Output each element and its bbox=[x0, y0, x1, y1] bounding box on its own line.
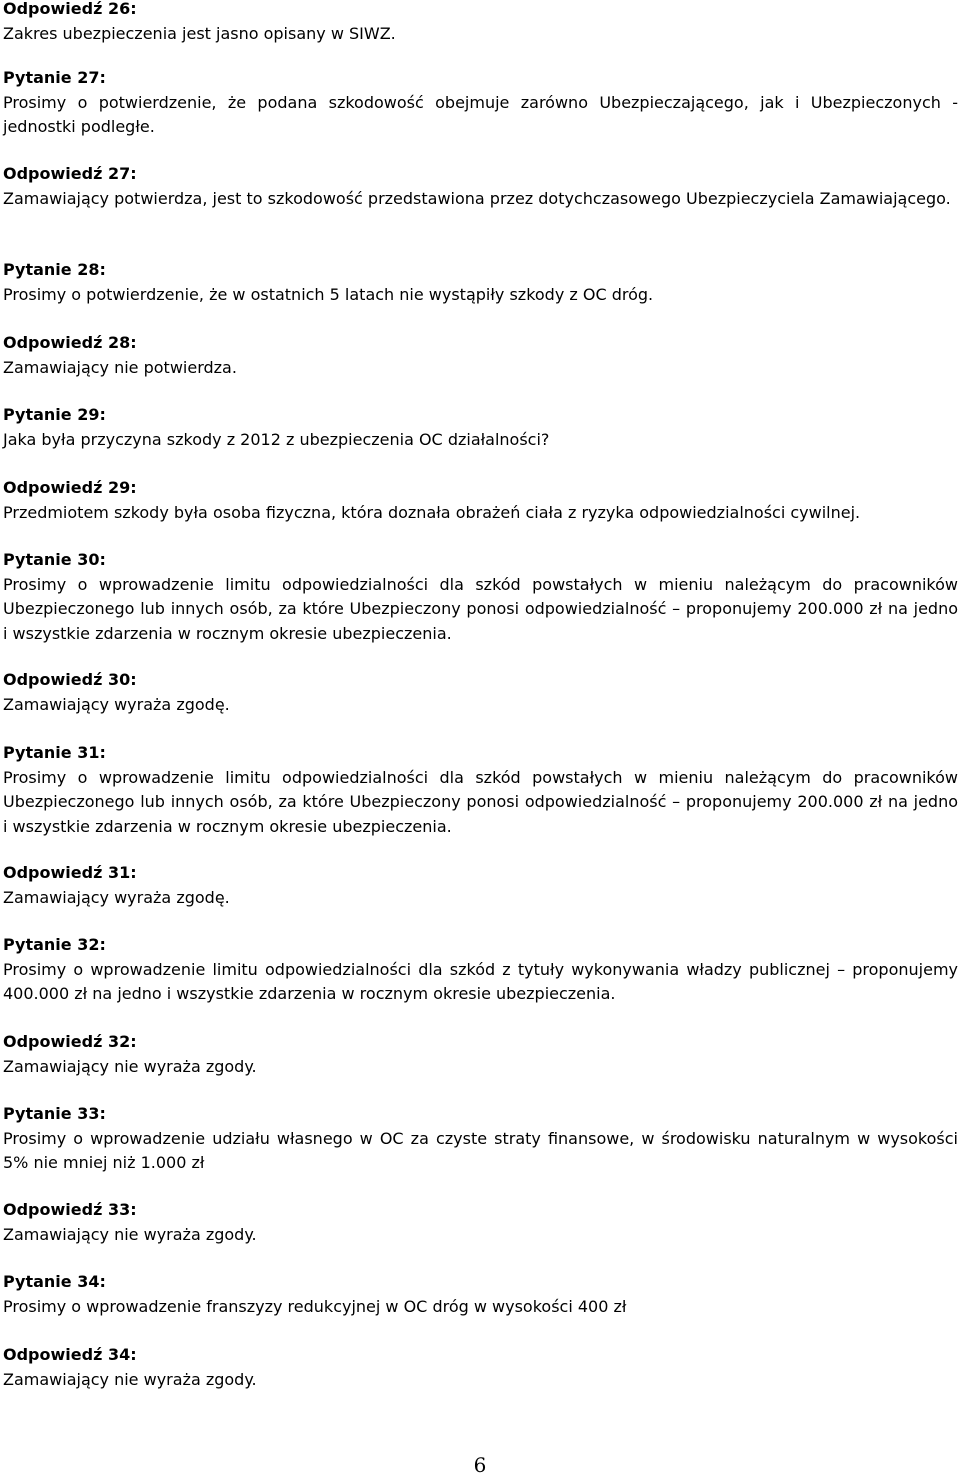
answer-text: Zamawiający wyraża zgodę. bbox=[3, 694, 230, 714]
answer-text: Zakres ubezpieczenia jest jasno opisany w SIWZ. bbox=[3, 23, 396, 43]
answer-heading: Odpowiedź 33: bbox=[3, 1200, 137, 1219]
question-heading: Pytanie 27: bbox=[3, 68, 106, 87]
question-34 bbox=[3, 1270, 958, 1319]
answer-heading: Odpowiedź 31: bbox=[3, 863, 137, 882]
question-text: Prosimy o wprowadzenie udziału własnego w OC za czyste straty finansowe, w środowisku naturalnym w wysokości 5% nie mniej niż 1.000 zł bbox=[3, 1128, 958, 1172]
question-heading: Pytanie 31: bbox=[3, 743, 106, 762]
answer-31 bbox=[3, 861, 958, 910]
question-27 bbox=[3, 66, 958, 140]
answer-32 bbox=[3, 1030, 958, 1079]
answer-heading: Odpowiedź 34: bbox=[3, 1345, 137, 1364]
answer-heading: Odpowiedź 30: bbox=[3, 670, 137, 689]
question-text: Prosimy o wprowadzenie limitu odpowiedzialności dla szkód powstałych w mieniu należącym do pracowników Ubezpieczonego lub innych osób, za które Ubezpieczony ponosi odpowiedzialność – proponujemy 200.000 zł na jedno i wszystkie zdarzenia w rocznym okresie ubezpieczenia. bbox=[3, 767, 958, 836]
answer-34 bbox=[3, 1343, 958, 1392]
question-heading: Pytanie 28: bbox=[3, 260, 106, 279]
answer-30 bbox=[3, 668, 958, 717]
answer-heading: Odpowiedź 32: bbox=[3, 1032, 137, 1051]
answer-heading: Odpowiedź 28: bbox=[3, 333, 137, 352]
question-text: Jaka była przyczyna szkody z 2012 z ubezpieczenia OC działalności? bbox=[3, 429, 550, 449]
answer-heading: Odpowiedź 26: bbox=[3, 0, 137, 18]
answer-text: Zamawiający nie wyraża zgody. bbox=[3, 1056, 257, 1076]
question-31 bbox=[3, 741, 958, 839]
answer-text: Zamawiający potwierdza, jest to szkodowość przedstawiona przez dotychczasowego Ubezpieczyciela Zamawiającego. bbox=[3, 188, 951, 208]
answer-text: Zamawiający nie wyraża zgody. bbox=[3, 1224, 257, 1244]
question-heading: Pytanie 29: bbox=[3, 405, 106, 424]
question-33 bbox=[3, 1102, 958, 1176]
question-heading: Pytanie 32: bbox=[3, 935, 106, 954]
answer-text: Zamawiający nie wyraża zgody. bbox=[3, 1369, 257, 1389]
answer-text: Przedmiotem szkody była osoba fizyczna, która doznała obrażeń ciała z ryzyka odpowiedzialności cywilnej. bbox=[3, 502, 861, 522]
question-text: Prosimy o wprowadzenie franszyzy redukcyjnej w OC dróg w wysokości 400 zł bbox=[3, 1296, 627, 1316]
question-text: Prosimy o potwierdzenie, że podana szkodowość obejmuje zarówno Ubezpieczającego, jak i Ubezpieczonych - jednostki podległe. bbox=[3, 92, 958, 136]
answer-27 bbox=[3, 162, 958, 211]
question-text: Prosimy o wprowadzenie limitu odpowiedzialności dla szkód z tytuły wykonywania władzy publicznej – proponujemy 400.000 zł na jedno i wszystkie zdarzenia w rocznym okresie ubezpieczenia. bbox=[3, 959, 958, 1003]
page-number: 6 bbox=[473, 1453, 487, 1477]
question-text: Prosimy o wprowadzenie limitu odpowiedzialności dla szkód powstałych w mieniu należącym do pracowników Ubezpieczonego lub innych osób, za które Ubezpieczony ponosi odpowiedzialność – proponujemy 200.000 zł na jedno i wszystkie zdarzenia w rocznym okresie ubezpieczenia. bbox=[3, 574, 958, 643]
answer-text: Zamawiający wyraża zgodę. bbox=[3, 887, 230, 907]
answer-text: Zamawiający nie potwierdza. bbox=[3, 357, 237, 377]
question-28 bbox=[3, 258, 958, 307]
answer-29 bbox=[3, 476, 958, 525]
question-heading: Pytanie 34: bbox=[3, 1272, 106, 1291]
question-29 bbox=[3, 403, 958, 452]
answer-33 bbox=[3, 1198, 958, 1247]
question-heading: Pytanie 30: bbox=[3, 550, 106, 569]
question-heading: Pytanie 33: bbox=[3, 1104, 106, 1123]
answer-heading: Odpowiedź 29: bbox=[3, 478, 137, 497]
answer-26 bbox=[3, 0, 958, 46]
answer-heading: Odpowiedź 27: bbox=[3, 164, 137, 183]
question-text: Prosimy o potwierdzenie, że w ostatnich 5 latach nie wystąpiły szkody z OC dróg. bbox=[3, 284, 654, 304]
question-32 bbox=[3, 933, 958, 1007]
question-30 bbox=[3, 548, 958, 646]
answer-28 bbox=[3, 331, 958, 380]
